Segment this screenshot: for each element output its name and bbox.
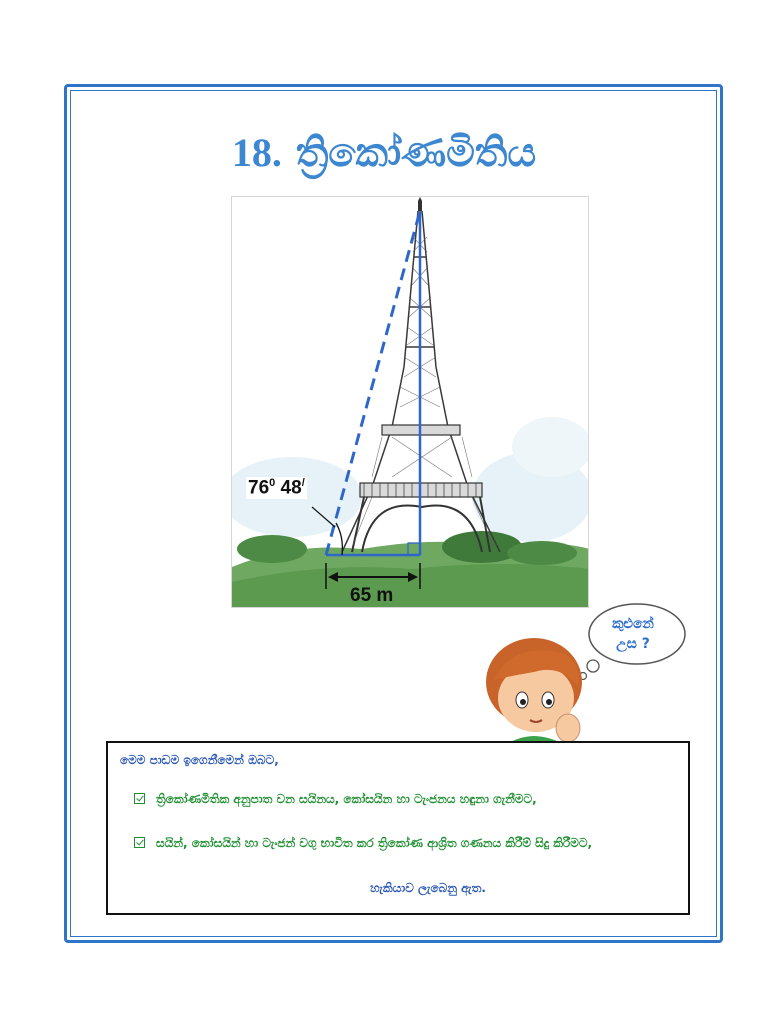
checkbox-checked-icon bbox=[134, 793, 145, 804]
chapter-title bbox=[0, 126, 768, 180]
angle-degrees: 76 bbox=[248, 477, 270, 499]
thought-line-1: කුළුනේ bbox=[612, 616, 654, 632]
thought-bubble-text bbox=[594, 614, 672, 654]
outcome-item bbox=[134, 789, 682, 810]
outcome-text: සයින්, කෝසයින් හා ටැංජන් වගු භාවිත කර ත්‍රිකෝණ ආශ්‍රිත ගණනය කිරීම් සිදු කිරීමට, bbox=[156, 836, 593, 850]
outcomes-intro: මෙම පාඩම ඉගෙනීමෙන් ඔබට, bbox=[120, 753, 279, 767]
thought-line-2: උස ? bbox=[616, 636, 650, 652]
angle-label bbox=[246, 477, 307, 499]
learning-outcomes-box bbox=[106, 741, 690, 915]
minute-mark: / bbox=[301, 477, 305, 489]
degree-mark: 0 bbox=[269, 477, 276, 489]
distance-label: 65 m bbox=[350, 585, 394, 606]
outcome-item bbox=[134, 833, 682, 854]
chapter-name: ත්‍රිකෝණමිතිය bbox=[295, 129, 537, 176]
angle-minutes: 48 bbox=[280, 477, 302, 499]
eiffel-tower-illustration bbox=[232, 197, 589, 608]
eiffel-tower-figure bbox=[231, 196, 589, 608]
checkbox-checked-icon bbox=[134, 837, 145, 848]
outcome-text: ත්‍රිකෝණමිතික අනුපාත වන සයිනය, කෝසයින හා ටැංජනය හඳුනා ගැනීමට, bbox=[156, 792, 537, 806]
outcomes-closing: හැකියාව ලැබෙනු ඇත. bbox=[370, 881, 486, 895]
chapter-number: 18. bbox=[231, 130, 282, 175]
